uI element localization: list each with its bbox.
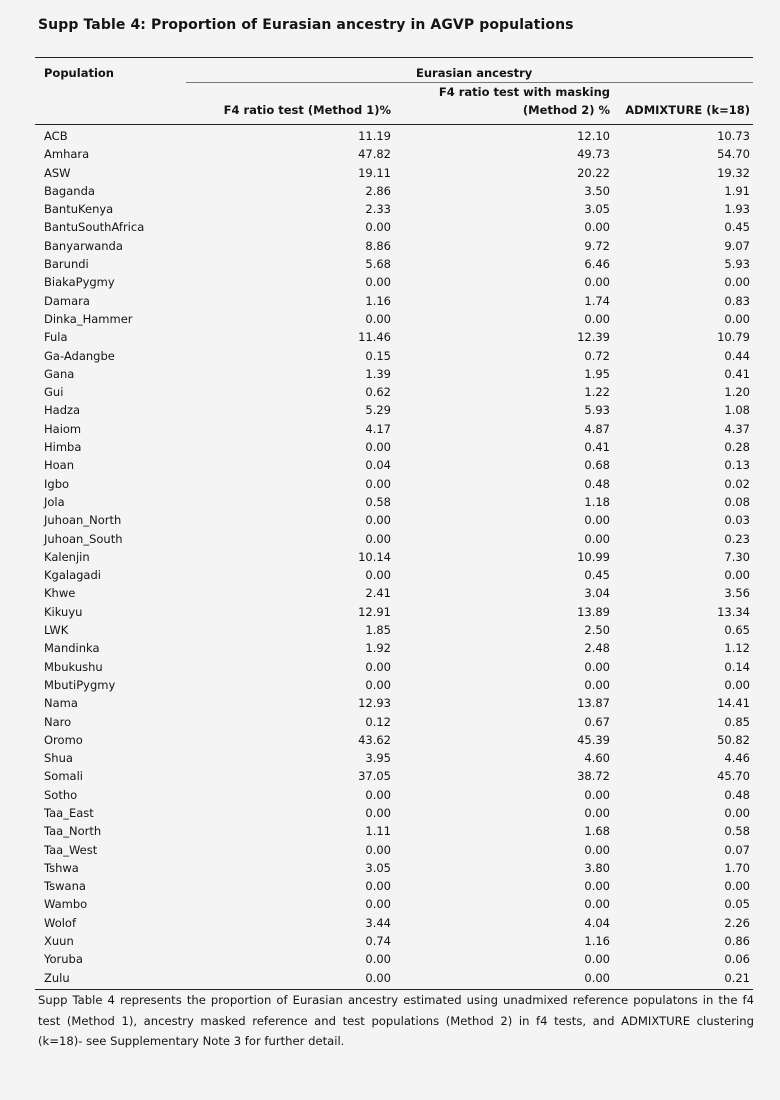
cell-method2: 0.00 bbox=[584, 311, 610, 326]
cell-method1: 0.00 bbox=[365, 513, 391, 528]
cell-method2: 4.04 bbox=[584, 915, 610, 930]
cell-method1: 0.12 bbox=[365, 714, 391, 729]
table-row bbox=[0, 749, 780, 767]
table-row bbox=[0, 713, 780, 731]
cell-admixture: 0.03 bbox=[724, 513, 750, 528]
cell-population: Kalenjin bbox=[44, 549, 90, 564]
cell-population: Nama bbox=[44, 696, 78, 711]
cell-method1: 8.86 bbox=[365, 238, 391, 253]
cell-method2: 3.50 bbox=[584, 183, 610, 198]
cell-method1: 0.00 bbox=[365, 952, 391, 967]
table-row bbox=[0, 164, 780, 182]
cell-admixture: 0.00 bbox=[724, 568, 750, 583]
table-row bbox=[0, 145, 780, 163]
cell-method2: 38.72 bbox=[577, 769, 610, 784]
cell-admixture: 4.37 bbox=[724, 421, 750, 436]
cell-method1: 0.00 bbox=[365, 531, 391, 546]
cell-admixture: 10.79 bbox=[717, 330, 750, 345]
header-admixture: ADMIXTURE (k=18) bbox=[625, 103, 750, 117]
cell-method2: 10.99 bbox=[577, 549, 610, 564]
table-row bbox=[0, 383, 780, 401]
cell-population: Tshwa bbox=[44, 860, 79, 875]
table-row bbox=[0, 822, 780, 840]
cell-admixture: 14.41 bbox=[717, 696, 750, 711]
cell-method2: 0.00 bbox=[584, 677, 610, 692]
cell-method2: 4.87 bbox=[584, 421, 610, 436]
cell-population: Xuun bbox=[44, 934, 74, 949]
cell-method1: 11.46 bbox=[358, 330, 391, 345]
cell-method1: 1.39 bbox=[365, 366, 391, 381]
cell-admixture: 0.00 bbox=[724, 275, 750, 290]
cell-method2: 1.22 bbox=[584, 385, 610, 400]
cell-population: Juhoan_North bbox=[44, 513, 122, 528]
table-row bbox=[0, 237, 780, 255]
table-row bbox=[0, 475, 780, 493]
table-row bbox=[0, 584, 780, 602]
cell-method2: 2.48 bbox=[584, 641, 610, 656]
cell-population: Somali bbox=[44, 769, 83, 784]
cell-admixture: 0.05 bbox=[724, 897, 750, 912]
cell-population: Khwe bbox=[44, 586, 76, 601]
cell-method1: 0.00 bbox=[365, 476, 391, 491]
cell-method2: 0.00 bbox=[584, 897, 610, 912]
table-row bbox=[0, 639, 780, 657]
cell-method1: 0.15 bbox=[365, 348, 391, 363]
table-row bbox=[0, 200, 780, 218]
table-row bbox=[0, 804, 780, 822]
cell-population: Sotho bbox=[44, 787, 78, 802]
cell-admixture: 0.65 bbox=[724, 623, 750, 638]
cell-admixture: 0.44 bbox=[724, 348, 750, 363]
cell-population: ACB bbox=[44, 129, 68, 143]
cell-population: ASW bbox=[44, 165, 71, 180]
cell-population: Kgalagadi bbox=[44, 568, 101, 583]
cell-method2: 1.95 bbox=[584, 366, 610, 381]
cell-population: Amhara bbox=[44, 147, 90, 162]
table-row bbox=[0, 950, 780, 968]
cell-admixture: 1.20 bbox=[724, 385, 750, 400]
cell-population: LWK bbox=[44, 623, 69, 638]
cell-admixture: 0.28 bbox=[724, 440, 750, 455]
cell-population: Hadza bbox=[44, 403, 81, 418]
table-row bbox=[0, 255, 780, 273]
cell-method1: 19.11 bbox=[358, 165, 391, 180]
cell-method1: 2.41 bbox=[365, 586, 391, 601]
table-row bbox=[0, 877, 780, 895]
cell-population: Kikuyu bbox=[44, 604, 83, 619]
table-row bbox=[0, 292, 780, 310]
cell-method2: 1.18 bbox=[584, 494, 610, 509]
cell-population: Dinka_Hammer bbox=[44, 311, 133, 326]
cell-method2: 3.80 bbox=[584, 860, 610, 875]
cell-method2: 0.00 bbox=[584, 952, 610, 967]
cell-method1: 1.85 bbox=[365, 623, 391, 638]
cell-method2: 0.00 bbox=[584, 513, 610, 528]
cell-population: Hoan bbox=[44, 458, 75, 473]
table-row bbox=[0, 603, 780, 621]
cell-admixture: 0.83 bbox=[724, 293, 750, 308]
cell-population: Igbo bbox=[44, 476, 70, 491]
cell-method2: 20.22 bbox=[577, 165, 610, 180]
cell-method2: 0.00 bbox=[584, 805, 610, 820]
cell-method2: 2.50 bbox=[584, 623, 610, 638]
cell-admixture: 0.58 bbox=[724, 824, 750, 839]
header-method2-line1: F4 ratio test with masking bbox=[438, 85, 610, 99]
group-header-rule bbox=[186, 82, 753, 83]
cell-population: Juhoan_South bbox=[44, 531, 123, 546]
cell-admixture: 1.93 bbox=[724, 202, 750, 217]
cell-method2: 0.00 bbox=[584, 659, 610, 674]
table-row bbox=[0, 914, 780, 932]
cell-admixture: 0.48 bbox=[724, 787, 750, 802]
header-eurasian-ancestry: Eurasian ancestry bbox=[416, 66, 533, 80]
cell-method1: 0.00 bbox=[365, 897, 391, 912]
cell-method2: 12.10 bbox=[577, 129, 610, 143]
cell-method2: 1.68 bbox=[584, 824, 610, 839]
cell-method2: 0.00 bbox=[584, 970, 610, 985]
cell-admixture: 0.00 bbox=[724, 879, 750, 894]
cell-method2: 5.93 bbox=[584, 403, 610, 418]
cell-method1: 0.00 bbox=[365, 787, 391, 802]
table-row bbox=[0, 694, 780, 712]
cell-admixture: 0.00 bbox=[724, 311, 750, 326]
cell-method1: 2.86 bbox=[365, 183, 391, 198]
table-row bbox=[0, 420, 780, 438]
cell-method1: 0.58 bbox=[365, 494, 391, 509]
cell-method2: 0.48 bbox=[584, 476, 610, 491]
cell-population: Taa_West bbox=[44, 842, 98, 857]
cell-method1: 0.04 bbox=[365, 458, 391, 473]
cell-admixture: 0.41 bbox=[724, 366, 750, 381]
cell-population: Banyarwanda bbox=[44, 238, 123, 253]
cell-population: BantuSouthAfrica bbox=[44, 220, 145, 235]
cell-method2: 0.00 bbox=[584, 275, 610, 290]
table-row bbox=[0, 182, 780, 200]
cell-method1: 43.62 bbox=[358, 732, 391, 747]
cell-method2: 12.39 bbox=[577, 330, 610, 345]
cell-admixture: 0.85 bbox=[724, 714, 750, 729]
cell-population: Yoruba bbox=[44, 952, 83, 967]
cell-admixture: 0.21 bbox=[724, 970, 750, 985]
cell-population: Mandinka bbox=[44, 641, 100, 656]
cell-population: Gui bbox=[44, 385, 64, 400]
cell-population: Gana bbox=[44, 366, 75, 381]
cell-admixture: 13.34 bbox=[717, 604, 750, 619]
cell-method1: 0.00 bbox=[365, 970, 391, 985]
cell-population: Shua bbox=[44, 751, 73, 766]
cell-population: MbutiPygmy bbox=[44, 677, 116, 692]
cell-admixture: 0.45 bbox=[724, 220, 750, 235]
table-row bbox=[0, 365, 780, 383]
cell-method1: 11.19 bbox=[358, 129, 391, 143]
cell-population: Taa_East bbox=[44, 805, 94, 820]
cell-admixture: 1.12 bbox=[724, 641, 750, 656]
cell-method2: 0.00 bbox=[584, 787, 610, 802]
cell-method1: 47.82 bbox=[358, 147, 391, 162]
cell-method1: 12.93 bbox=[358, 696, 391, 711]
cell-admixture: 0.06 bbox=[724, 952, 750, 967]
header-method1: F4 ratio test (Method 1)% bbox=[223, 103, 391, 117]
cell-admixture: 19.32 bbox=[717, 165, 750, 180]
cell-method1: 4.17 bbox=[365, 421, 391, 436]
cell-population: Baganda bbox=[44, 183, 95, 198]
table-row bbox=[0, 310, 780, 328]
cell-population: Jola bbox=[44, 494, 65, 509]
cell-admixture: 1.91 bbox=[724, 183, 750, 198]
cell-method1: 10.14 bbox=[358, 549, 391, 564]
cell-admixture: 54.70 bbox=[717, 147, 750, 162]
cell-admixture: 0.23 bbox=[724, 531, 750, 546]
table-row bbox=[0, 859, 780, 877]
cell-method2: 4.60 bbox=[584, 751, 610, 766]
table-row bbox=[0, 841, 780, 859]
cell-admixture: 0.14 bbox=[724, 659, 750, 674]
cell-method2: 0.41 bbox=[584, 440, 610, 455]
cell-method1: 0.00 bbox=[365, 311, 391, 326]
cell-method1: 5.29 bbox=[365, 403, 391, 418]
table-row bbox=[0, 566, 780, 584]
cell-admixture: 0.07 bbox=[724, 842, 750, 857]
table-row bbox=[0, 511, 780, 529]
cell-population: Damara bbox=[44, 293, 90, 308]
cell-method2: 3.04 bbox=[584, 586, 610, 601]
cell-admixture: 0.02 bbox=[724, 476, 750, 491]
cell-population: Ga-Adangbe bbox=[44, 348, 115, 363]
cell-population: Wambo bbox=[44, 897, 88, 912]
cell-method1: 0.62 bbox=[365, 385, 391, 400]
table-row bbox=[0, 438, 780, 456]
cell-method2: 0.67 bbox=[584, 714, 610, 729]
cell-method1: 5.68 bbox=[365, 257, 391, 272]
cell-method2: 1.16 bbox=[584, 934, 610, 949]
cell-population: Mbukushu bbox=[44, 659, 103, 674]
cell-method1: 0.00 bbox=[365, 879, 391, 894]
table-body bbox=[0, 127, 780, 987]
table-row bbox=[0, 969, 780, 987]
cell-population: Zulu bbox=[44, 970, 70, 985]
table-top-rule bbox=[35, 57, 753, 58]
cell-population: Naro bbox=[44, 714, 72, 729]
cell-population: BantuKenya bbox=[44, 202, 114, 217]
cell-admixture: 50.82 bbox=[717, 732, 750, 747]
cell-method1: 3.44 bbox=[365, 915, 391, 930]
cell-population: BiakaPygmy bbox=[44, 275, 115, 290]
cell-admixture: 4.46 bbox=[724, 751, 750, 766]
header-bottom-rule bbox=[35, 124, 753, 125]
table-row bbox=[0, 786, 780, 804]
table-row bbox=[0, 530, 780, 548]
cell-method1: 1.92 bbox=[365, 641, 391, 656]
cell-population: Haiom bbox=[44, 421, 82, 436]
table-row bbox=[0, 676, 780, 694]
cell-method1: 1.16 bbox=[365, 293, 391, 308]
cell-admixture: 0.13 bbox=[724, 458, 750, 473]
cell-method2: 0.00 bbox=[584, 842, 610, 857]
cell-method2: 9.72 bbox=[584, 238, 610, 253]
table-row bbox=[0, 347, 780, 365]
cell-method2: 13.89 bbox=[577, 604, 610, 619]
table-row bbox=[0, 658, 780, 676]
table-row bbox=[0, 895, 780, 913]
cell-admixture: 9.07 bbox=[724, 238, 750, 253]
cell-method1: 1.11 bbox=[365, 824, 391, 839]
cell-method2: 0.00 bbox=[584, 531, 610, 546]
cell-admixture: 1.08 bbox=[724, 403, 750, 418]
table-row bbox=[0, 401, 780, 419]
cell-method1: 0.00 bbox=[365, 220, 391, 235]
cell-population: Taa_North bbox=[44, 824, 102, 839]
cell-admixture: 0.08 bbox=[724, 494, 750, 509]
cell-method1: 12.91 bbox=[358, 604, 391, 619]
cell-admixture: 5.93 bbox=[724, 257, 750, 272]
cell-method1: 0.00 bbox=[365, 805, 391, 820]
cell-admixture: 3.56 bbox=[724, 586, 750, 601]
cell-method1: 0.00 bbox=[365, 677, 391, 692]
header-population: Population bbox=[44, 66, 114, 80]
table-row bbox=[0, 767, 780, 785]
table-row bbox=[0, 328, 780, 346]
table-row bbox=[0, 456, 780, 474]
cell-method1: 0.00 bbox=[365, 568, 391, 583]
cell-population: Fula bbox=[44, 330, 68, 345]
table-row bbox=[0, 127, 780, 145]
cell-population: Barundi bbox=[44, 257, 89, 272]
cell-admixture: 1.70 bbox=[724, 860, 750, 875]
cell-method1: 3.05 bbox=[365, 860, 391, 875]
cell-method1: 0.00 bbox=[365, 275, 391, 290]
cell-population: Oromo bbox=[44, 732, 83, 747]
cell-method1: 0.00 bbox=[365, 440, 391, 455]
header-method2-line2: (Method 2) % bbox=[522, 103, 610, 117]
cell-admixture: 0.00 bbox=[724, 805, 750, 820]
cell-admixture: 0.00 bbox=[724, 677, 750, 692]
cell-admixture: 0.86 bbox=[724, 934, 750, 949]
cell-method2: 13.87 bbox=[577, 696, 610, 711]
table-row bbox=[0, 548, 780, 566]
cell-method2: 0.45 bbox=[584, 568, 610, 583]
cell-method2: 0.00 bbox=[584, 879, 610, 894]
cell-method1: 0.74 bbox=[365, 934, 391, 949]
cell-method1: 37.05 bbox=[358, 769, 391, 784]
cell-method2: 3.05 bbox=[584, 202, 610, 217]
table-footnote: Supp Table 4 represents the proportion of Eurasian ancestry estimated using unadmixed reference populatons in the f4 test (Method 1), ancestry masked reference and test populations (Method 2) in f4 tests, and ADMIXTURE clustering (k=18)- see Supplementary Note 3 for further detail. bbox=[38, 993, 754, 1048]
cell-admixture: 10.73 bbox=[717, 129, 750, 143]
cell-method2: 1.74 bbox=[584, 293, 610, 308]
cell-method2: 0.72 bbox=[584, 348, 610, 363]
table-row bbox=[0, 218, 780, 236]
cell-method1: 2.33 bbox=[365, 202, 391, 217]
cell-method1: 0.00 bbox=[365, 659, 391, 674]
cell-admixture: 7.30 bbox=[724, 549, 750, 564]
cell-admixture: 45.70 bbox=[717, 769, 750, 784]
table-title: Supp Table 4: Proportion of Eurasian ancestry in AGVP populations bbox=[38, 17, 574, 33]
cell-method2: 49.73 bbox=[577, 147, 610, 162]
cell-method1: 0.00 bbox=[365, 842, 391, 857]
cell-method2: 6.46 bbox=[584, 257, 610, 272]
cell-method2: 0.00 bbox=[584, 220, 610, 235]
cell-population: Wolof bbox=[44, 915, 77, 930]
cell-method1: 3.95 bbox=[365, 751, 391, 766]
cell-method2: 45.39 bbox=[577, 732, 610, 747]
table-row bbox=[0, 621, 780, 639]
table-row bbox=[0, 731, 780, 749]
cell-method2: 0.68 bbox=[584, 458, 610, 473]
cell-admixture: 2.26 bbox=[724, 915, 750, 930]
table-row bbox=[0, 932, 780, 950]
table-row bbox=[0, 273, 780, 291]
cell-population: Himba bbox=[44, 440, 82, 455]
table-row bbox=[0, 493, 780, 511]
cell-population: Tswana bbox=[44, 879, 86, 894]
